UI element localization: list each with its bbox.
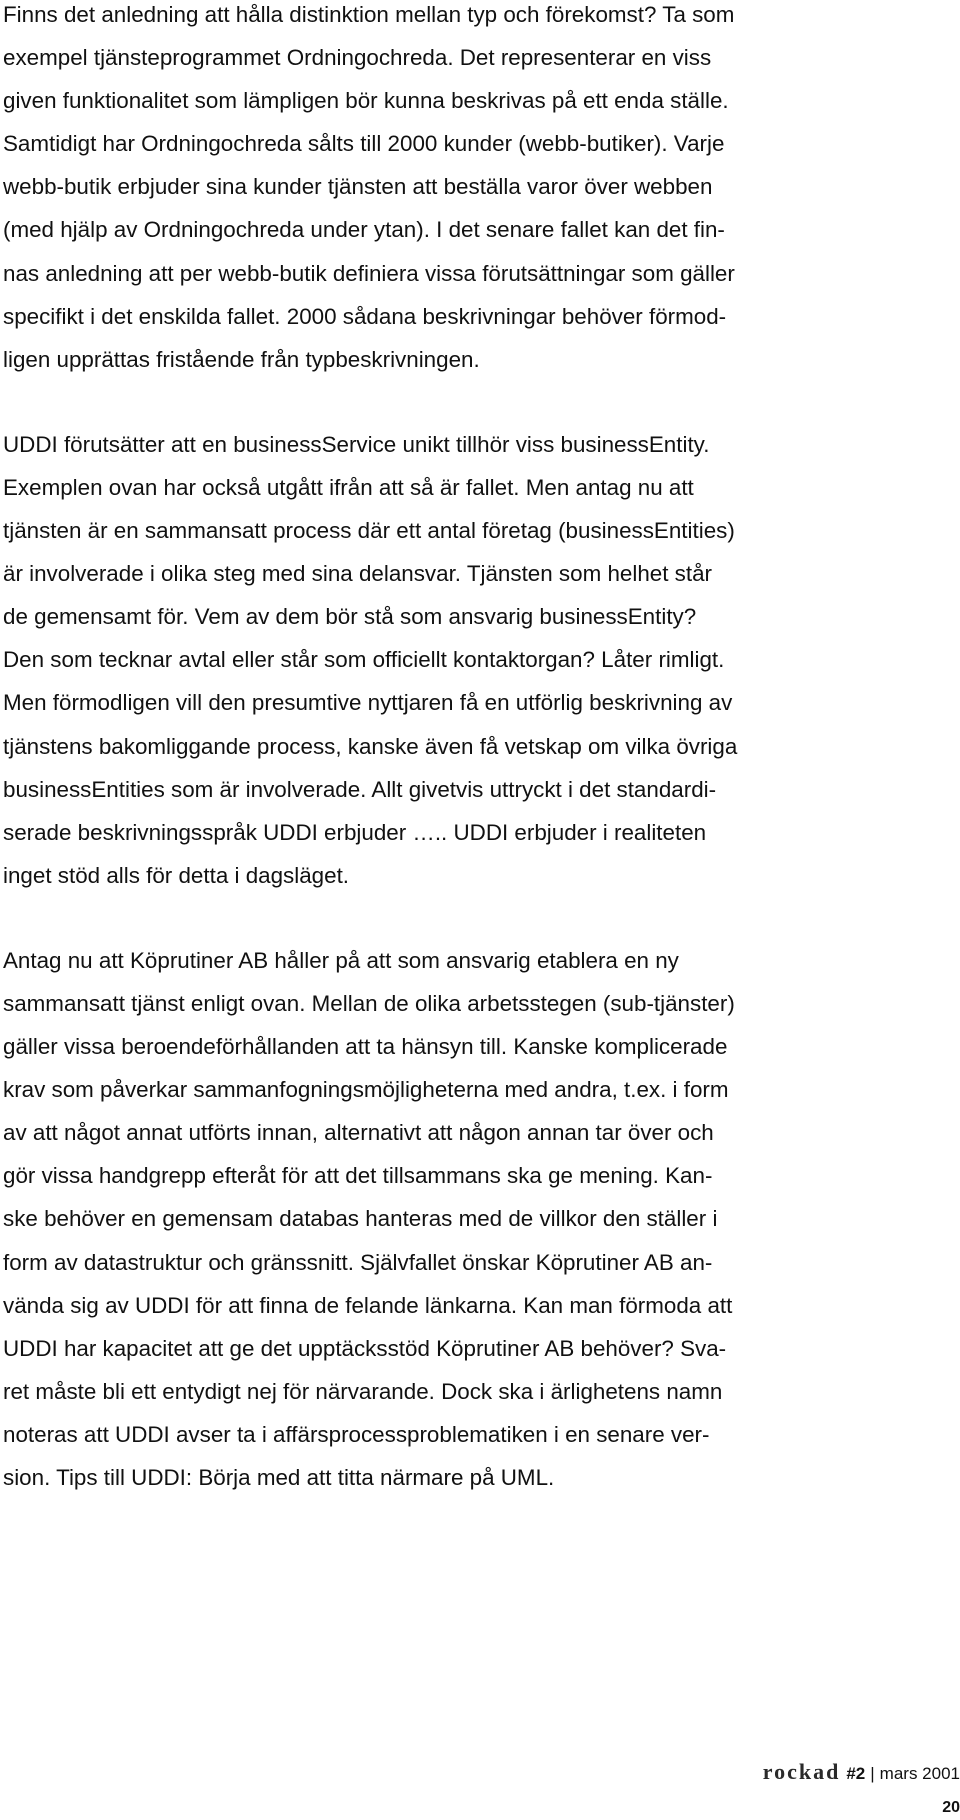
text-line: Den som tecknar avtal eller står som officiellt kontaktorgan? Låter rimligt. [3, 647, 725, 673]
text-line: Antag nu att Köprutiner AB håller på att som ansvarig etablera en ny [3, 947, 679, 973]
text-line: de gemensamt för. Vem av dem bör stå som ansvarig businessEntity? [3, 604, 697, 630]
text-line: given funktionalitet som lämpligen bör kunna beskrivas på ett enda ställe. [3, 88, 729, 114]
text-line: vända sig av UDDI för att finna de felande länkarna. Kan man förmoda att [3, 1292, 733, 1318]
paragraph-3 [3, 946, 953, 1506]
text-line: gör vissa handgrepp efteråt för att det tillsammans ska ge mening. Kan- [3, 1163, 713, 1189]
footer-masthead [560, 1760, 960, 1786]
text-line: tjänsten är en sammansatt process där ett antal företag (businessEntities) [3, 518, 735, 544]
text-line: tjänstens bakomliggande process, kanske även få vetskap om vilka övriga [3, 733, 738, 759]
text-line: Men förmodligen vill den presumtive nyttjaren få en utförlig beskrivning av [3, 690, 733, 716]
text-line: Samtidigt har Ordningochreda sålts till 2000 kunder (webb-butiker). Varje [3, 131, 725, 157]
issue-number: #2 [846, 1764, 866, 1783]
text-line: webb-butik erbjuder sina kunder tjänsten att beställa varor över webben [3, 174, 713, 200]
issue-date: mars 2001 [879, 1764, 960, 1783]
text-line: UDDI har kapacitet att ge det upptäcksstöd Köprutiner AB behöver? Sva- [3, 1335, 727, 1361]
page-number: 20 [942, 1799, 960, 1816]
text-line: serade beskrivningsspråk UDDI erbjuder ….. UDDI erbjuder i realiteten [3, 819, 707, 845]
text-line: exempel tjänsteprogrammet Ordningochreda. Det representerar en viss [3, 45, 712, 71]
paragraph-2 [3, 430, 953, 904]
text-line: av att något annat utförts innan, alternativt att någon annan tar över och [3, 1120, 714, 1146]
text-line: är involverade i olika steg med sina delansvar. Tjänsten som helhet står [3, 561, 712, 587]
page-footer [560, 1760, 960, 1820]
text-line: krav som påverkar sammanfogningsmöjligheterna med andra, t.ex. i form [3, 1077, 729, 1103]
text-line: inget stöd alls för detta i dagsläget. [3, 862, 350, 888]
text-line: specifikt i det enskilda fallet. 2000 sådana beskrivningar behöver förmod- [3, 303, 727, 329]
rockad-logo: rockad [762, 1759, 841, 1784]
text-line: form av datastruktur och gränssnitt. Självfallet önskar Köprutiner AB an- [3, 1249, 713, 1275]
text-line: UDDI förutsätter att en businessService unikt tillhör viss businessEntity. [3, 431, 710, 457]
text-line: (med hjälp av Ordningochreda under ytan). I det senare fallet kan det fin- [3, 217, 725, 243]
text-line: Exemplen ovan har också utgått ifrån att så är fallet. Men antag nu att [3, 474, 694, 500]
text-line: Finns det anledning att hålla distinktion mellan typ och förekomst? Ta som [3, 2, 735, 27]
article-body [3, 0, 953, 1506]
text-line: ske behöver en gemensam databas hanteras med de villkor den ställer i [3, 1206, 718, 1232]
text-line: noteras att UDDI avser ta i affärsprocessproblematiken i en senare ver- [3, 1421, 710, 1447]
text-line: sammansatt tjänst enligt ovan. Mellan de olika arbetsstegen (sub-tjänster) [3, 990, 735, 1016]
footer-separator: | [870, 1764, 875, 1783]
text-line: gäller vissa beroendeförhållanden att ta hänsyn till. Kanske komplicerade [3, 1034, 728, 1060]
text-line: sion. Tips till UDDI: Börja med att titta närmare på UML. [3, 1465, 555, 1490]
paragraph-spacer [3, 388, 953, 430]
text-line: nas anledning att per webb-butik definiera vissa förutsättningar som gäller [3, 260, 735, 286]
text-line: ret måste bli ett entydigt nej för närvarande. Dock ska i ärlighetens namn [3, 1378, 723, 1404]
text-line: businessEntities som är involverade. Allt givetvis uttryckt i det standardi- [3, 776, 717, 802]
paragraph-1 [3, 0, 953, 388]
paragraph-spacer [3, 904, 953, 946]
text-line: ligen upprättas fristående från typbeskrivningen. [3, 346, 480, 372]
